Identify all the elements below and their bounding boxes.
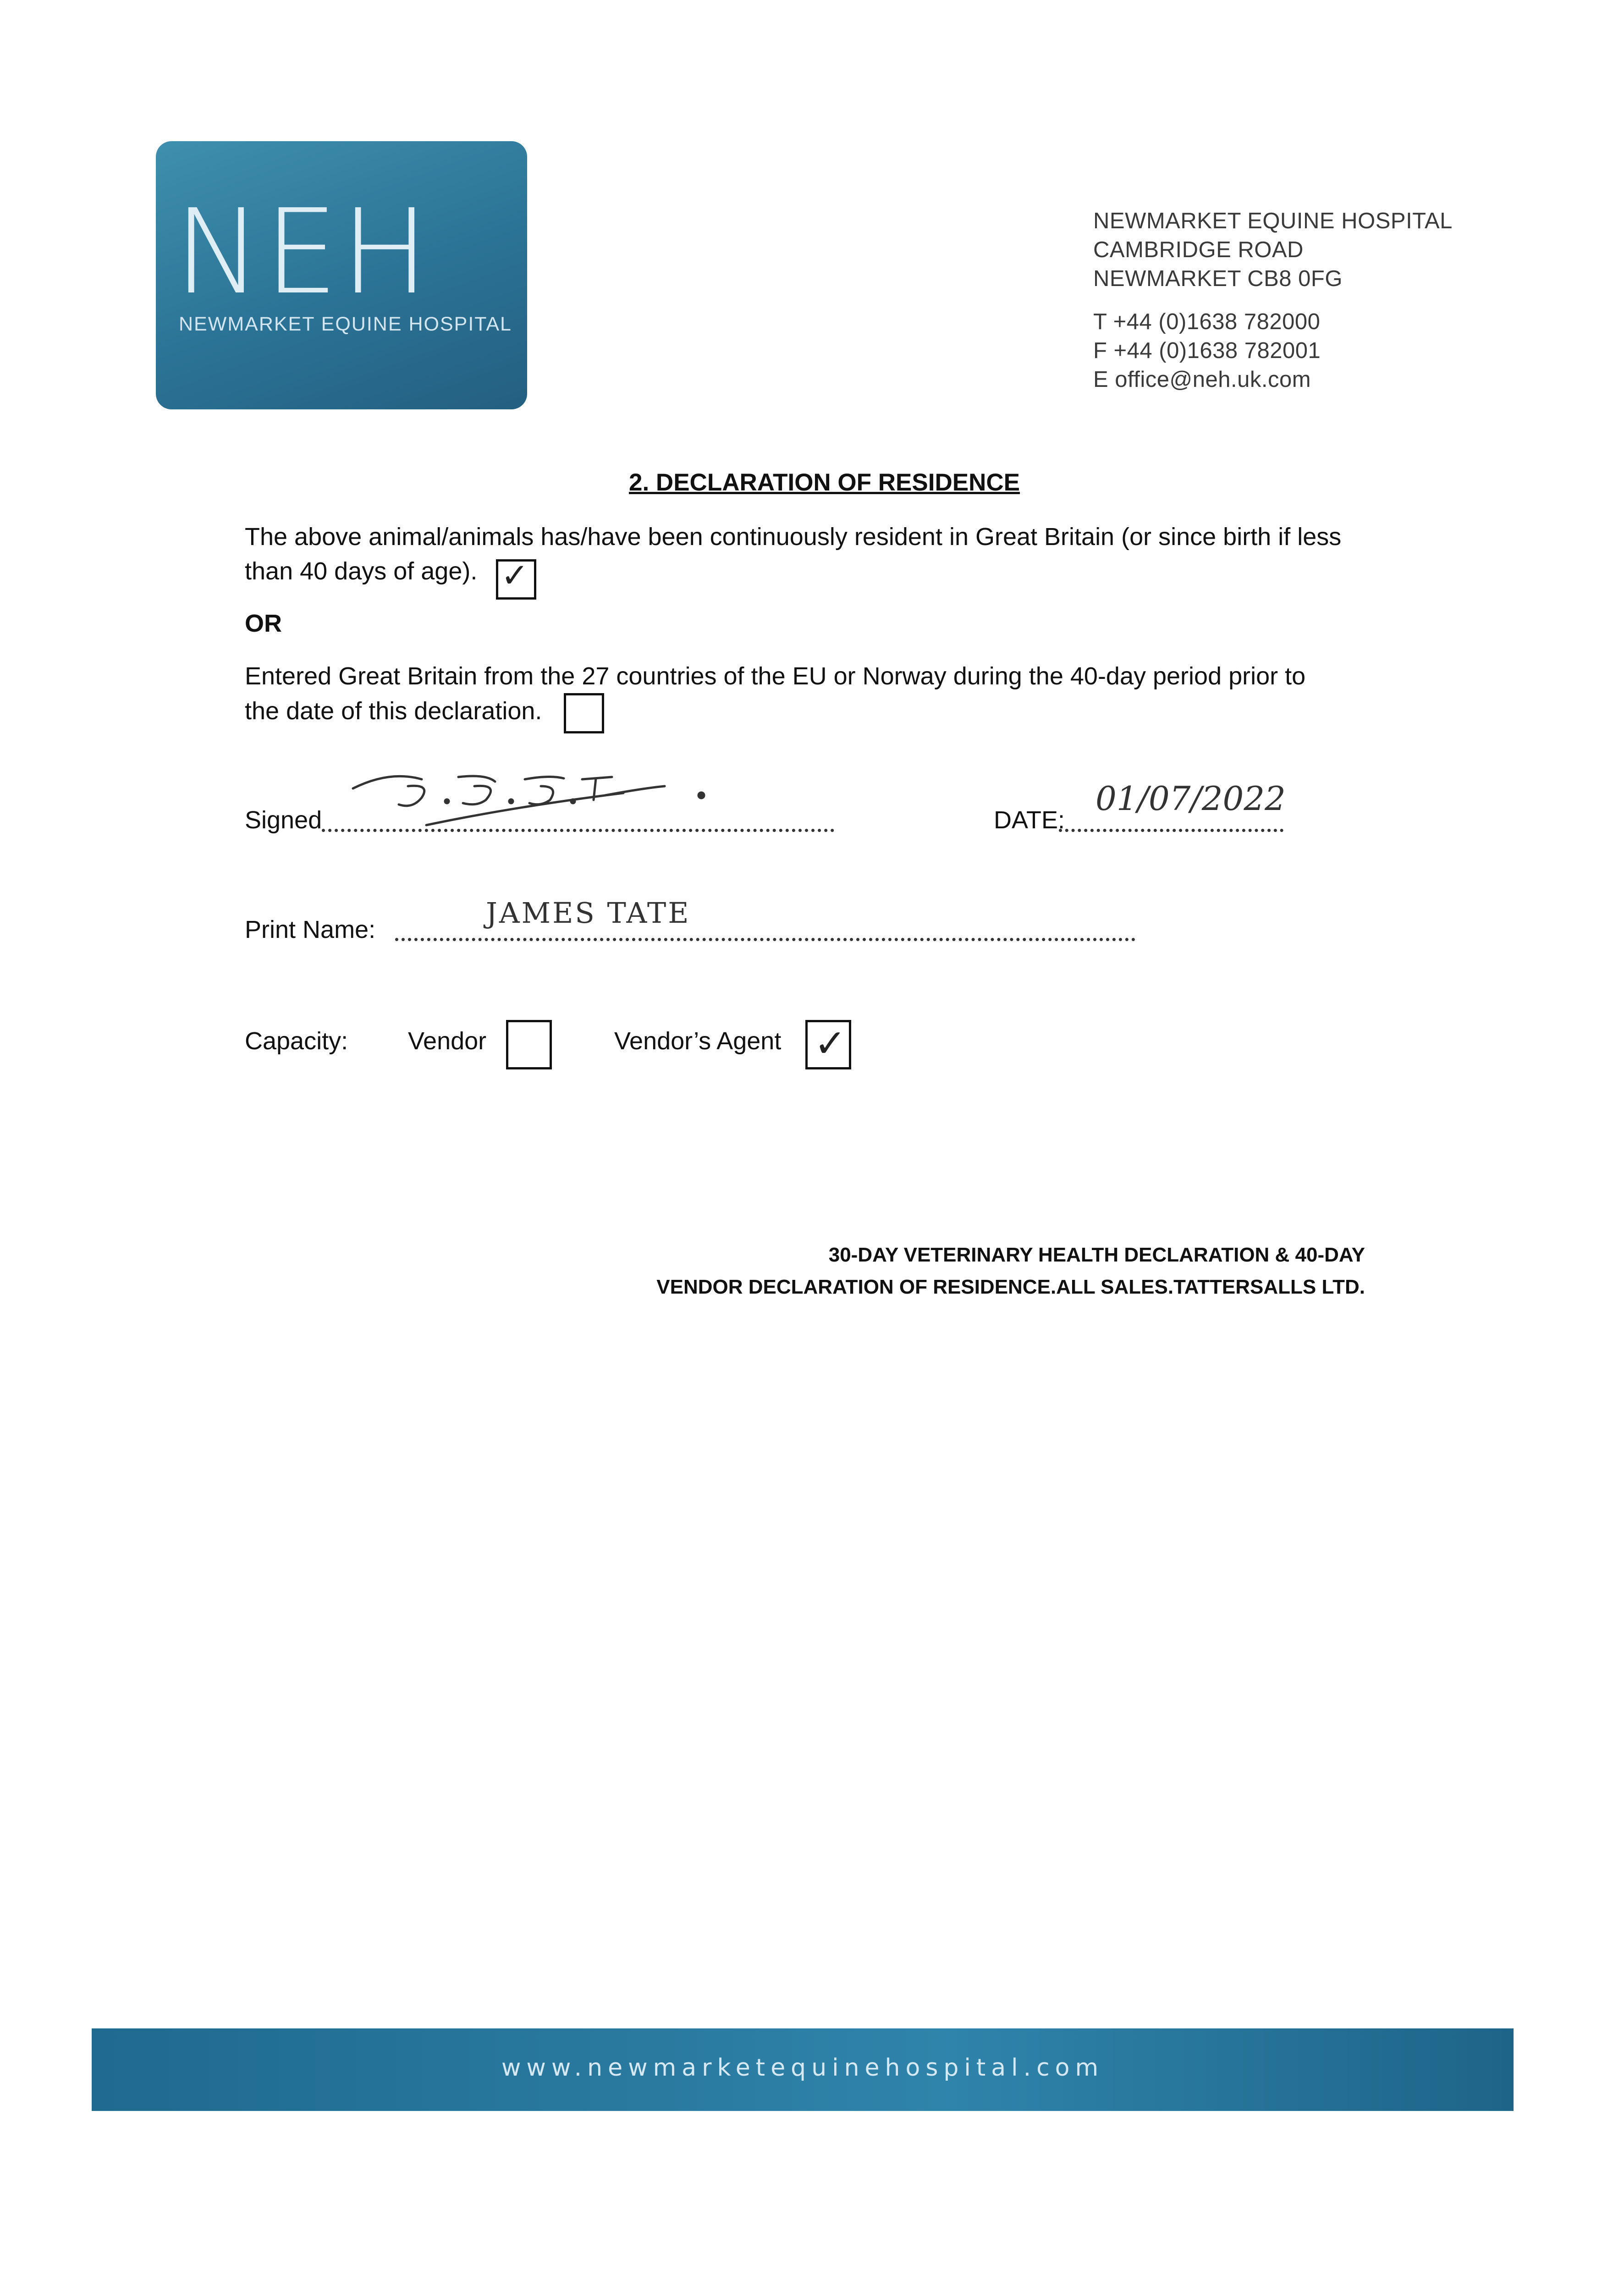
signed-label: Signed [245, 806, 322, 834]
option1-text-line2: than 40 days of age). [245, 557, 478, 585]
option2-checkbox[interactable] [564, 693, 604, 733]
vendor-agent-checkbox[interactable] [805, 1020, 851, 1069]
option2-text-line2: the date of this declaration. [245, 697, 542, 725]
signature[interactable] [348, 761, 724, 839]
address-line-3: NEWMARKET CB8 0FG [1093, 266, 1343, 291]
capacity-label: Capacity: [245, 1027, 348, 1055]
date-line [1059, 829, 1283, 832]
website-url[interactable]: www.newmarketequinehospital.com [501, 2054, 1104, 2082]
print-name-value[interactable]: JAMES TATE [486, 896, 691, 930]
logo-mark: NEH [174, 184, 432, 320]
address-fax: F +44 (0)1638 782001 [1093, 338, 1321, 363]
check-mark-icon: ✓ [501, 556, 529, 595]
signature-drawing [348, 761, 724, 839]
footer-line-2: VENDOR DECLARATION OF RESIDENCE.ALL SALES.TATTERSALLS LTD. [656, 1276, 1365, 1298]
date-label: DATE: [994, 806, 1065, 834]
address-line-2: CAMBRIDGE ROAD [1093, 237, 1304, 262]
website-banner [92, 2028, 1514, 2111]
hospital-logo [156, 141, 527, 409]
address-phone: T +44 (0)1638 782000 [1093, 309, 1321, 334]
option2-text-line1: Entered Great Britain from the 27 countries of the EU or Norway during the 40-day period prior to [245, 662, 1306, 690]
vendor-checkbox[interactable] [506, 1020, 552, 1069]
address-line-1: NEWMARKET EQUINE HOSPITAL [1093, 209, 1453, 233]
check-mark-icon: ✓ [814, 1021, 847, 1066]
form-heading: 2. DECLARATION OF RESIDENCE [629, 469, 1020, 496]
option1-checkbox[interactable] [496, 556, 536, 600]
logo-subtitle: NEWMARKET EQUINE HOSPITAL [179, 313, 512, 335]
or-separator: OR [245, 610, 282, 637]
print-name-line [395, 938, 1135, 941]
date-value[interactable]: 01/07/2022 [1096, 779, 1286, 818]
print-name-label: Print Name: [245, 916, 376, 943]
vendor-agent-label: Vendor’s Agent [614, 1027, 782, 1055]
option1-text-line1: The above animal/animals has/have been continuously resident in Great Britain (or since birth if less [245, 523, 1342, 551]
vendor-label: Vendor [408, 1027, 487, 1055]
footer-line-1: 30-DAY VETERINARY HEALTH DECLARATION & 40-DAY [828, 1244, 1365, 1266]
address-email: E office@neh.uk.com [1093, 367, 1311, 392]
